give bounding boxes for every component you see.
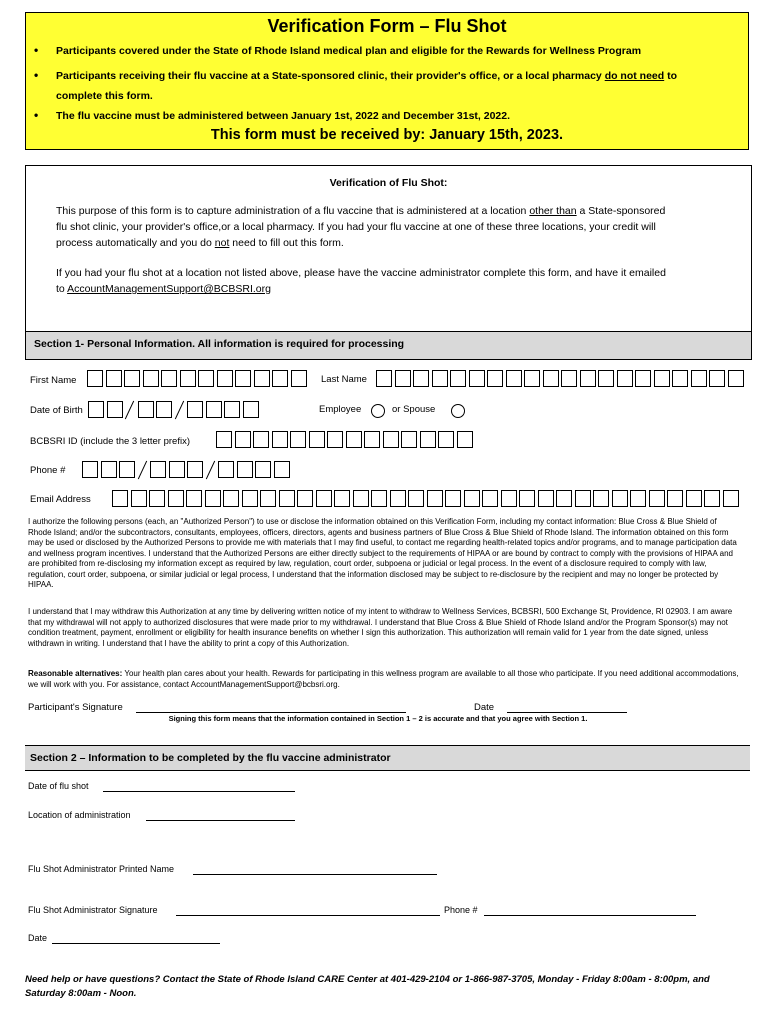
- bullet-icon: •: [34, 68, 39, 82]
- signature-label: Participant's Signature: [28, 702, 123, 713]
- bullet-eligibility: Participants covered under the State of Rhode Island medical plan and eligible for the Rewards for Wellness Program: [56, 45, 642, 57]
- bcbsri-id-label: BCBSRI ID (include the 3 letter prefix): [30, 436, 190, 447]
- first-name-label: First Name: [30, 375, 77, 386]
- employee-label: Employee: [319, 404, 362, 415]
- admin-date-line[interactable]: [52, 943, 220, 944]
- verification-box: [25, 165, 752, 360]
- header-banner: [25, 12, 749, 150]
- authorization-paragraph-2: I understand that I may withdraw this Authorization at any time by delivering written notice of my intent to withdraw to Wellness Services, BCBSRI, 500 Exchange St, Providence, RI 02903. I am aware that my withdrawal will not apply to authorized disclosures that were made prior to my withdrawal. I understand that Blue Cross & Blue Shield of Rhode Island and/or the Program Sponsor(s) may not condition treatment, payment, enrollment or eligibility for health insurance benefits on whether I sign this authorization. This authorization will remain valid for 1 year from the date signed, unless withdrawn in writing. I understand that I have the ability to print a copy of this Authorization.: [28, 607, 733, 648]
- bullet-icon: •: [34, 43, 39, 57]
- admin-date-label: Date: [28, 933, 48, 943]
- bullet-icon: •: [34, 108, 39, 122]
- dob-input[interactable]: [88, 401, 261, 418]
- first-name-input[interactable]: [87, 370, 309, 387]
- date-line[interactable]: [507, 712, 627, 713]
- date-label: Date: [474, 702, 495, 713]
- admin-printed-name-label: Flu Shot Administrator Printed Name: [28, 864, 175, 874]
- bullet-locations: Participants receiving their flu vaccine at a State-sponsored clinic, their provider's office, or a local pharmacy do not need to: [56, 70, 678, 82]
- date-of-shot-label: Date of flu shot: [28, 781, 89, 791]
- email-label: Email Address: [30, 494, 91, 505]
- location-label: Location of administration: [28, 810, 131, 820]
- admin-printed-name-line[interactable]: [193, 874, 437, 875]
- admin-signature-label: Flu Shot Administrator Signature: [28, 905, 158, 915]
- bcbsri-id-input[interactable]: [216, 431, 475, 448]
- phone-input[interactable]: [82, 461, 292, 478]
- bullet-locations-cont: complete this form.: [56, 90, 153, 102]
- section2-header: Section 2 – Information to be completed by the flu vaccine administrator: [25, 745, 750, 771]
- email-input[interactable]: [112, 490, 741, 507]
- admin-phone-label: Phone #: [444, 905, 478, 915]
- footer-help: Need help or have questions? Contact the State of Rhode Island CARE Center at 401-429-2104 or 1-866-987-3705, Monday - Friday 8:00am - 8:00pm, and Saturday 8:00am - Noon.: [25, 974, 710, 999]
- location-line[interactable]: [146, 820, 295, 821]
- verification-title: Verification of Flu Shot:: [329, 177, 448, 189]
- spouse-label: or Spouse: [392, 404, 436, 415]
- phone-label: Phone #: [30, 465, 66, 476]
- dob-label: Date of Birth: [30, 405, 83, 416]
- bullet-dates: The flu vaccine must be administered between January 1st, 2022 and December 31st, 2022.: [56, 110, 511, 122]
- reasonable-alternatives: Reasonable alternatives: Your health plan cares about your health. Rewards for participating in this wellness program are available to all those who participate. If you need additional accommodations, we will work with you. For assistance, contact AccountManagementSupport@bcbsri.org.: [28, 669, 739, 689]
- form-title: Verification Form – Flu Shot: [267, 16, 507, 36]
- support-email-link[interactable]: AccountManagementSupport@BCBSRI.org: [67, 283, 271, 295]
- spouse-radio[interactable]: [451, 404, 465, 418]
- last-name-input[interactable]: [376, 370, 746, 387]
- signing-note: Signing this form means that the information contained in Section 1 – 2 is accurate and that you agree with Section 1.: [168, 714, 588, 723]
- admin-phone-line[interactable]: [484, 915, 696, 916]
- section1-header: Section 1- Personal Information. All information is required for processing: [26, 331, 751, 359]
- employee-radio[interactable]: [371, 404, 385, 418]
- admin-signature-line[interactable]: [176, 915, 440, 916]
- signature-line[interactable]: [136, 712, 406, 713]
- date-of-shot-line[interactable]: [103, 791, 295, 792]
- verification-paragraph-2: If you had your flu shot at a location not listed above, please have the vaccine administrator complete this form, and have it emailed to AccountManagementSupport@BCBSRI.org: [56, 267, 666, 295]
- authorization-paragraph-1: I authorize the following persons (each, an "Authorized Person") to use or disclose the information obtained on this Verification Form, including my contact information: Blue Cross & Blue Shield of Rhode Island; and/or the subcontractors, consultants, employees, officers, directors, agents and business partners of Blue Cross & Blue Shield of Rhode Island. The information obtained on this form may be used or disclosed by the Authorized Persons to provide me with materials that I may find useful, to contact me regarding health-related topics and/or programs, and to manage participation data and wellness program incentives. I understand that the Authorized Persons are either directly subject to the requirements of HIPAA or are bound by contract to comply with the provisions of HIPAA and are prohibited from re-disclosing my information except as required by law, regulation, court order, subpoena or judicial or legal process. In the event of a disclosure required to comply with law, regulation, court order, subpoena, or similar judicial or legal process, I understand that the information disclosed may be subject to re-disclosure by the recipient and may no longer be protected by HIPAA.: [28, 517, 737, 589]
- last-name-label: Last Name: [321, 374, 367, 385]
- verification-paragraph-1: This purpose of this form is to capture administration of a flu vaccine that is administered at a location other than a State-sponsored flu shot clinic, your provider's office,or a local pharmacy. If you had your flu vaccine at one of these three locations, your credit will process automatically and you do not need to fill out this form.: [56, 205, 666, 249]
- deadline-notice: This form must be received by: January 15th, 2023.: [210, 127, 564, 143]
